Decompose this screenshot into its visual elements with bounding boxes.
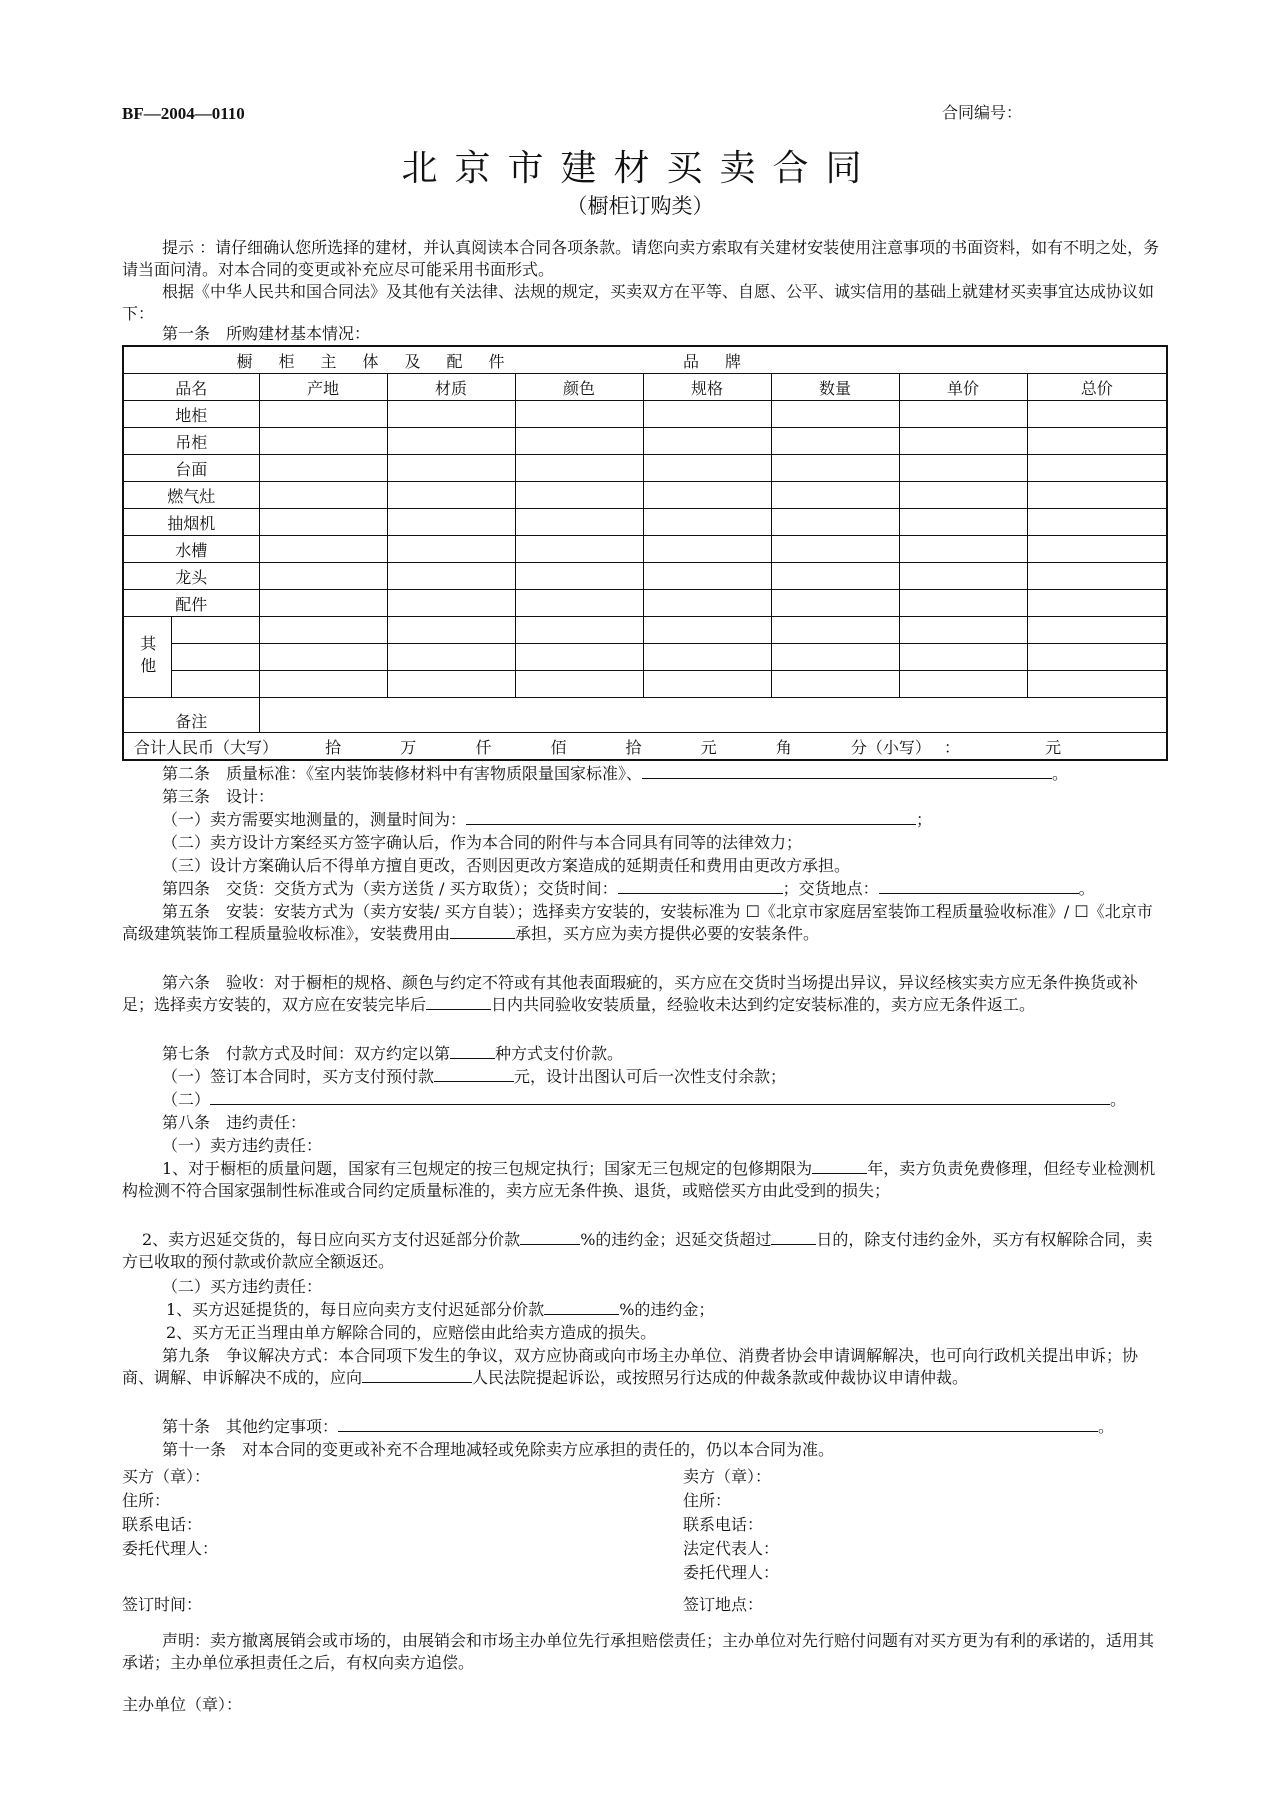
article-4: 第四条 交货：交货方式为（卖方送货 / 买方取货）；交货时间： ；交货地点： 。 [162,879,1095,898]
table-cell[interactable] [899,428,1027,455]
article-3-2: （二）卖方设计方案经买方签字确认后，作为本合同的附件与本合同具有同等的法律效力； [162,833,803,852]
table-cell[interactable] [515,617,643,644]
remark-label: 备注 [123,698,259,733]
table-cell[interactable] [643,563,771,590]
buyer-seal: 买方（章）： [122,1467,211,1486]
total-unit: 仟 [475,737,492,757]
install-fee-party-field[interactable] [450,923,515,939]
table-cell[interactable] [899,536,1027,563]
table-cell[interactable] [1027,644,1167,671]
seller-seal: 卖方（章）： [683,1467,772,1486]
delivery-time-field[interactable] [618,878,783,894]
table-cell[interactable] [643,482,771,509]
payment-other-field[interactable] [210,1089,1110,1105]
measure-time-field[interactable] [466,809,916,825]
table-cell[interactable] [387,401,515,428]
article-7-1: （一）签订本合同时，买方支付预付款 元，设计出图认可后一次性支付余款； [162,1067,787,1086]
table-cell[interactable] [387,482,515,509]
table-cell[interactable] [899,563,1027,590]
table-row [123,590,1167,617]
article-7-2: （二） 。 [162,1090,1127,1109]
table-cell[interactable] [643,536,771,563]
declaration: 声明：卖方撤离展销会或市场的，由展销会和市场主办单位先行承担赔偿责任；主办单位对先行赔付问题有对买方更为有利的承诺的，适用其承诺；主办单位承担责任之后，有权向卖方追偿。 [122,1631,1155,1672]
table-cell[interactable] [771,671,899,698]
table-cell[interactable] [899,644,1027,671]
table-cell[interactable] [899,671,1027,698]
article-8: 第八条 违约责任： [162,1113,307,1132]
total-label: 合计人民币（大写） [134,737,279,757]
table-cell[interactable] [515,509,643,536]
table-cell[interactable] [771,428,899,455]
article-8-2-1: 1、买方迟延提货的，每日应向卖方支付迟延部分价款 %的违约金； [166,1300,715,1319]
table-cell[interactable] [643,509,771,536]
table-cell[interactable] [643,590,771,617]
delivery-place-field[interactable] [879,878,1079,894]
table-cell[interactable] [771,590,899,617]
table-cell[interactable] [515,401,643,428]
article-8-1: （一）卖方违约责任： [162,1136,323,1155]
table-cell[interactable] [899,509,1027,536]
column-header: 品名 [123,374,259,401]
table-cell[interactable] [515,428,643,455]
host-unit-seal: 主办单位（章）： [122,1695,243,1714]
table-cell[interactable] [771,563,899,590]
seller-penalty-rate-field[interactable] [520,1229,580,1245]
table-cell[interactable] [899,401,1027,428]
article-10: 第十条 其他约定事项： 。 [162,1417,1115,1436]
table-cell[interactable] [899,590,1027,617]
article-7: 第七条 付款方式及时间：双方约定以第 种方式支付价款。 [162,1044,624,1063]
table-cell[interactable] [259,428,387,455]
total-unit: 拾 [325,737,342,757]
buyer-penalty-rate-field[interactable] [544,1299,619,1315]
column-header: 总价 [1027,374,1167,401]
sign-time: 签订时间： [122,1595,203,1614]
contract-number-label: 合同编号： [942,103,1023,122]
other-label: 其他 [123,617,171,698]
table-cell[interactable] [643,671,771,698]
table-cell[interactable] [1027,428,1167,455]
acceptance-days-field[interactable] [426,994,491,1010]
table-row [123,536,1167,563]
buyer-address: 住所： [122,1491,171,1510]
table-cell[interactable] [515,671,643,698]
table-cell[interactable] [1027,401,1167,428]
table-cell[interactable] [771,482,899,509]
table-cell[interactable] [643,644,771,671]
table-cell[interactable] [259,644,387,671]
article-5: 第五条 安装：安装方式为（卖方安装/ 买方自装）；选择卖方安装的，安装标准为 ☐《北京市家庭居室装饰工程质量验收标准》/ ☐《北京市高级建筑装饰工程质量验收标准》，安装费用由 承担，买方应为卖方提供必要的安装条件。 [122,902,1153,943]
article-11: 第十一条 对本合同的变更或补充不合理地减轻或免除卖方应承担的责任的，仍以本合同为准。 [162,1440,835,1459]
table-cell[interactable] [259,617,387,644]
table-cell[interactable] [771,617,899,644]
table-cell[interactable] [1027,482,1167,509]
table-cell[interactable] [387,536,515,563]
article-9: 第九条 争议解决方式：本合同项下发生的争议，双方应协商或向市场主办单位、消费者协会申请调解解决，也可向行政机关提出申诉；协商、调解、申诉解决不成的，应向 人民法院提起诉讼，或按照另行达成的仲裁条款或仲裁协议申请仲裁。 [122,1346,1139,1387]
table-cell[interactable] [515,455,643,482]
item-name: 龙头 [123,563,259,590]
article-8-1-1: 1、对于橱柜的质量问题，国家有三包规定的按三包规定执行；国家无三包规定的包修期限为 年，卖方负责免费修理，但经专业检测机构检测不符合国家强制性标准或合同约定质量标准的，卖方应无条件换、退货，或赔偿买方由此受到的损失； [122,1159,1156,1200]
table-row [123,455,1167,482]
form-code: BF—2004—0110 [122,104,245,123]
table-cell[interactable] [643,428,771,455]
total-unit: 万 [400,737,417,757]
table-cell[interactable] [259,536,387,563]
table-cell[interactable] [259,482,387,509]
table-cell[interactable] [1027,563,1167,590]
table-cell[interactable] [387,428,515,455]
item-name: 吊柜 [123,428,259,455]
buyer-agent: 委托代理人： [122,1539,219,1558]
column-header: 规格 [643,374,771,401]
delay-days-field[interactable] [771,1229,816,1245]
buyer-phone: 联系电话： [122,1515,203,1534]
table-cell[interactable] [515,536,643,563]
warranty-years-field[interactable] [812,1158,867,1174]
column-header: 材质 [387,374,515,401]
total-unit: 分（小写） [850,737,931,757]
seller-legal-rep: 法定代表人： [683,1539,780,1558]
table-cell[interactable] [771,536,899,563]
seller-agent: 委托代理人： [683,1563,780,1582]
total-unit: ： [943,737,960,757]
table-cell[interactable] [1027,536,1167,563]
table-cell[interactable] [515,590,643,617]
item-name: 水槽 [123,536,259,563]
item-name: 台面 [123,455,259,482]
main-header: 橱柜主体及配件 [123,346,643,374]
table-cell[interactable] [771,401,899,428]
table-cell[interactable] [515,563,643,590]
table-cell[interactable] [899,482,1027,509]
prepayment-field[interactable] [434,1066,514,1082]
table-cell[interactable] [771,644,899,671]
table-cell[interactable] [643,401,771,428]
item-name: 配件 [123,590,259,617]
item-name: 抽烟机 [123,509,259,536]
table-row [123,509,1167,536]
article-3-3: （三）设计方案确认后不得单方擅自更改，否则因更改方案造成的延期责任和费用由更改方承担。 [162,856,851,875]
table-cell[interactable] [643,617,771,644]
total-row [123,733,1167,761]
article-6: 第六条 验收：对于橱柜的规格、颜色与约定不符或有其他表面瑕疵的，买方应在交货时当场提出异议，异议经核实卖方应无条件换货或补足；选择卖方安装的，双方应在安装完毕后 日内共同验收安装质量，经验收未达到约定安装标准的，卖方应无条件返工。 [122,973,1139,1014]
court-field[interactable] [362,1367,472,1383]
table-row [123,428,1167,455]
column-header-row [123,374,1167,401]
document-title: 北京市建材买卖合同 [401,148,879,189]
article-3-1: （一）卖方需要实地测量的，测量时间为： ； [162,810,933,829]
column-header: 产地 [259,374,387,401]
brand-header: 品牌 [643,346,1167,374]
total-unit: 角 [775,737,792,757]
table-cell[interactable] [515,482,643,509]
seller-phone: 联系电话： [683,1515,764,1534]
table-cell[interactable] [259,563,387,590]
total-unit: 佰 [550,737,567,757]
table-cell[interactable] [1027,455,1167,482]
table-cell[interactable] [899,617,1027,644]
item-name: 燃气灶 [123,482,259,509]
table-cell[interactable] [259,509,387,536]
article-8-2-2: 2、买方无正当理由单方解除合同的，应赔偿由此给卖方造成的损失。 [166,1323,657,1342]
total-unit: 元 [700,737,717,757]
table-cell[interactable] [1027,671,1167,698]
table-cell[interactable] [387,563,515,590]
payment-method-field[interactable] [450,1043,495,1059]
table-cell[interactable] [643,455,771,482]
table-cell[interactable] [171,644,259,671]
article-8-1-2: 2、卖方迟延交货的，每日应向买方支付迟延部分价款 %的违约金；迟延交货超过 日的，除支付违约金外，买方有权解除合同，卖方已收取的预付款或价款应全额返还。 [122,1230,1153,1271]
article-2: 第二条 质量标准：《室内装饰装修材料中有害物质限量国家标准》、 。 [162,764,1069,783]
article-8-2: （二）买方违约责任： [162,1277,323,1296]
total-yuan: 元 [1045,737,1062,757]
table-cell[interactable] [171,671,259,698]
document-subtitle: （橱柜订购类） [566,194,714,218]
table-cell[interactable] [899,455,1027,482]
table-cell[interactable] [1027,509,1167,536]
table-cell[interactable] [1027,590,1167,617]
table-cell[interactable] [259,401,387,428]
table-cell[interactable] [1027,617,1167,644]
table-cell[interactable] [387,455,515,482]
table-cell[interactable] [259,590,387,617]
article-3: 第三条 设计： [162,787,275,806]
table-row [123,401,1167,428]
item-name: 地柜 [123,401,259,428]
basis-paragraph: 根据《中华人民共和国合同法》及其他有关法律、法规的规定，买卖双方在平等、自愿、公平、诚实信用的基础上就建材买卖事宜达成协议如下： [122,282,1155,323]
goods-table [122,345,1168,761]
table-cell[interactable] [515,644,643,671]
table-cell[interactable] [171,617,259,644]
total-unit: 拾 [625,737,642,757]
other-agreements-field[interactable] [338,1416,1098,1432]
table-cell[interactable] [771,509,899,536]
quality-standard-field[interactable] [642,763,1052,779]
seller-address: 住所： [683,1491,732,1510]
sign-place: 签订地点： [683,1595,764,1614]
table-cell[interactable] [387,671,515,698]
table-row [123,563,1167,590]
table-cell[interactable] [387,617,515,644]
table-cell[interactable] [259,455,387,482]
article-1: 第一条 所购建材基本情况： [162,324,371,343]
table-row [123,482,1167,509]
remark-cell[interactable] [259,698,1167,733]
table-cell[interactable] [771,455,899,482]
column-header: 数量 [771,374,899,401]
column-header: 单价 [899,374,1027,401]
column-header: 颜色 [515,374,643,401]
table-cell[interactable] [387,590,515,617]
table-cell[interactable] [387,509,515,536]
table-cell[interactable] [387,644,515,671]
table-cell[interactable] [259,671,387,698]
tip-paragraph: 提示 ：请仔细确认您所选择的建材，并认真阅读本合同各项条款。请您向卖方索取有关建材安装使用注意事项的书面资料，如有不明之处，务请当面问清。对本合同的变更或补充应尽可能采用书面形式。 [122,238,1160,279]
